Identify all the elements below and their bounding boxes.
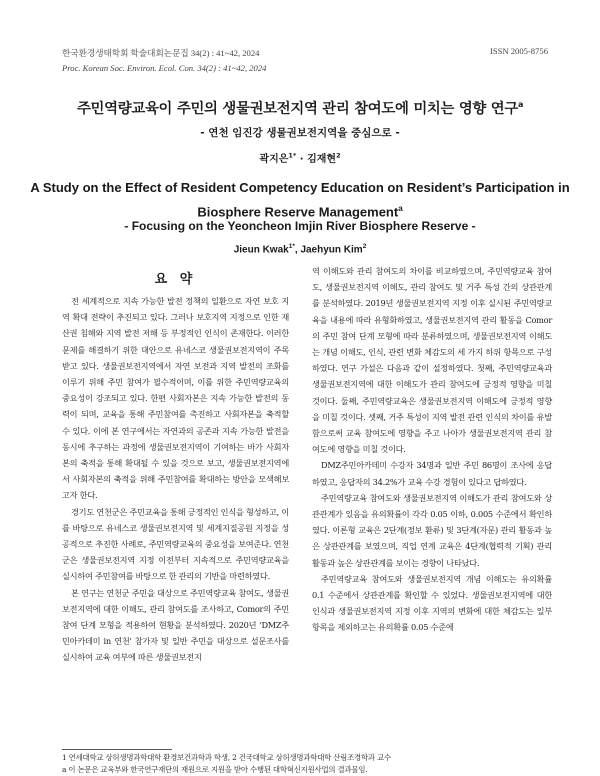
footnote-affiliations: 1 연세대학교 상허생명과학대학 환경보건과학과 학생, 2 건국대학교 상허생명과학대학 산림조경학과 교수: [62, 753, 391, 762]
title-en-line1: A Study on the Effect of Resident Competency Education on Resident’s Participation in: [30, 180, 570, 195]
paper-title-en: [0, 177, 600, 222]
abstract-right-column: [312, 263, 552, 636]
footnote-funding: a 이 논문은 교육부와 한국연구재단의 재원으로 지원을 받아 수행된 대학혁신지원사업의 결과물임.: [62, 765, 368, 774]
abstract-left-column: [62, 293, 289, 666]
journal-citation-en: Proc. Korean Soc. Environ. Ecol. Con. 34(2) : 41~42, 2024: [62, 63, 267, 73]
issn: ISSN 2005-8756: [489, 46, 548, 56]
paragraph: DMZ주민아카데미 수강자 34명과 일반 주민 86명이 조사에 응답하였고, 응답자의 34.2%가 교육 수강 경험이 있다고 답하였다.: [312, 460, 552, 487]
author-1-en-mark: 1*: [288, 243, 295, 250]
paragraph-continued: 역 이해도와 관리 참여도의 차이를 비교하였으며, 주민역량교육 참여도, 생물권보전지역 이해도, 관리 참여도 및 거주 특성 간의 상관관계를 분석하였다. 2019년 생물권보전지역 지정 이후 실시된 주민역량교육을 내용에 따라 유형화하였고, 생물권보전지역 관리 활동을 Comor의 주민 참여 단계 모형에 따라 분류하였으며, 생물권보전지역 이해도는 개념 이해도, 인식, 관련 변화 체감도의 세 가지 하위 항목으로 구성하였다. 연구 가설은 다음과 같이 설정하였다. 첫째, 주민역량교육과 생물권보전지역에 대한 이해도가 관리 참여도에 긍정적 영향을 미칠 것이다. 둘째, 주민역량교육은 생물권보전지역 이해도에 긍정적 영향을 미칠 것이다. 셋째, 거주 특성이 지역 발전 관련 인식의 차이를 유발함으로써 교육 참여도에 영향을 주고 나아가 생물권보전지역 관리 참여도에 영향을 미칠 것이다.: [312, 266, 552, 455]
paragraph: 전 세계적으로 지속 가능한 발전 정책의 일환으로 자연 보호 지역 확대 전략이 추진되고 있다. 그러나 보호지역 지정으로 인한 재산권 침해와 지역 발전 저해 등 부정적인 인식이 존재한다. 이러한 문제를 해결하기 위한 대안으로 유네스코 생물권보전지역이 주목받고 있다. 생물권보전지역에서 자연 보전과 지역 발전의 조화를 이루기 위해 주민 참여가 필수적이며, 이를 위한 주민역량교육의 중요성이 강조되고 있다. 한편 사회자본은 지속 가능한 발전의 동력이 되며, 교육을 통해 주민참여를 촉진하고 사회자본을 축적할 수 있다. 이에 본 연구에서는 자연과의 공존과 지속 가능한 발전을 동시에 추구하는 과정에 생물권보전지역이 기여하는 바가 사회자본의 축적을 통해 확대될 수 있을 것으로 보고, 생물권보전지역에서 사회자본의 축적을 위해 주민참여를 확대하는 방안을 모색해보고자 한다.: [62, 296, 289, 501]
paragraph: 주민역량교육 참여도와 생물권보전지역 개념 이해도는 유의확률 0.1 수준에서 상관관계를 확인할 수 있었다. 생물권보전지역에 대한 인식과 생물권보전지역 지정 이후 지역의 변화에 대한 체감도는 일부 항목을 제외하고는 유의확률 0.05 수준에: [312, 573, 552, 633]
authors-en: [0, 243, 600, 255]
paragraph: 본 연구는 연천군 주민을 대상으로 주민역량교육 참여도, 생물권보전지역에 대한 이해도, 관리 참여도를 조사하고, Comor의 주민 참여 단계 모형을 적용하여 현황을 분석하였다. 2020년 'DMZ주민아카데미 in 연천' 참가자 및 일반 주민을 대상으로 설문조사를 실시하여 교육 여부에 따른 생물권보전지: [62, 587, 289, 663]
title-kr-footnote-mark: a: [517, 100, 524, 110]
author-1-en: Jieun Kwak: [233, 244, 289, 256]
author-separator-kr: ·: [296, 154, 308, 165]
journal-citation-kr: 한국환경생태학회 학술대회논문집 34(2) : 41~42, 2024: [62, 48, 260, 58]
journal-header: [62, 46, 548, 76]
paper-subtitle-en: - Focusing on the Yeoncheon Imjin River Biosphere Reserve -: [124, 219, 476, 233]
paper-subtitle-kr: - 연천 임진강 생물권보전지역을 중심으로 -: [200, 127, 400, 139]
author-1-kr: 곽지은: [259, 154, 289, 165]
paragraph: 경기도 연천군은 주민교육을 통해 긍정적인 인식을 형성하고, 이를 바탕으로 유네스코 생물권보전지역 및 세계지질공원 지정을 성공적으로 추진한 사례로, 주민역량교육의 중요성을 보여준다. 연천군은 생물권보전지역 지정 이전부터 지속적으로 주민역량교육을 실시하여 주민참여를 바탕으로 한 관리의 기반을 마련하였다.: [62, 506, 289, 582]
author-2-en-mark: 2: [362, 243, 367, 250]
author-2-kr-mark: 2: [336, 151, 341, 160]
author-2-kr: 김재현: [307, 154, 337, 165]
title-en-footnote-mark: a: [398, 204, 403, 213]
author-2-en: Jaehyun Kim: [300, 244, 363, 256]
footnote-divider: [62, 749, 172, 750]
title-en-line2: Biosphere Reserve Management: [197, 204, 399, 220]
paper-title-kr: [0, 97, 600, 118]
title-kr-text: 주민역량교육이 주민의 생물권보전지역 관리 참여도에 미치는 영향 연구: [76, 101, 518, 117]
paragraph: 주민역량교육 참여도와 생물권보전지역 이해도가 관리 참여도와 상관관계가 있음을 유의확률이 각각 0.05 이하, 0.005 수준에서 확인하였다. 이론형 교육은 2단계(정보 환류) 및 3단계(자문) 관리 활동과 높은 상관관계를 보였으며, 직업 연계 교육은 4단계(협력적 기획) 관리 활동과 높은 상관관계를 보이는 경향이 나타났다.: [312, 492, 552, 568]
author-separator-en: ,: [294, 244, 301, 256]
author-1-kr-mark: 1*: [288, 151, 297, 160]
authors-kr: [0, 150, 600, 165]
abstract-heading: 요 약: [154, 272, 197, 287]
